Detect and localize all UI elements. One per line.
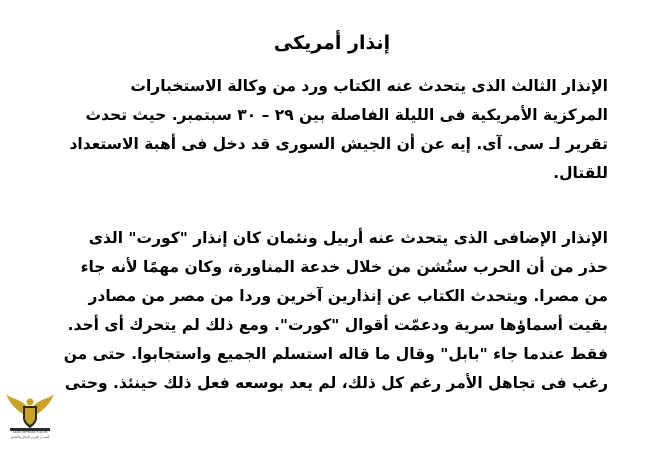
paragraph-line: للقتال.	[553, 164, 608, 182]
paragraph-line: من مصرا. ويتحدث الكتاب عن إنذارين آخرين وردا من مصر من مصادر	[88, 287, 608, 305]
paragraph-line: الإنذار الثالث الذى يتحدث عنه الكتاب ورد من وكالة الاستخبارات	[130, 77, 608, 95]
paragraph-line: حذر من أن الحرب ستُشن من خلال خدعة المناورة، وكان مهمًا لأنه جاء	[80, 258, 608, 276]
paragraph-1	[56, 72, 608, 188]
paragraph-line: بقيت أسماؤها سرية ودعمّت أقوال "كورت". ومع ذلك لم يتحرك أى أحد.	[67, 316, 608, 334]
paragraph-line: المركزية الأمريكية فى الليلة الفاصلة بين ٢٩ – ٣٠ سبتمبر. حيث تحدث	[85, 106, 608, 124]
paragraph-line: رغب فى تجاهل الأمر رغم كل ذلك، لم يعد بوسعه فعل ذلك حينئذ. وحتى	[64, 374, 608, 392]
forum-logo	[4, 380, 56, 450]
paragraph-line: فقط عندما جاء "بابل" وقال ما قاله استسلم الجميع واستجابوا. حتى من	[63, 345, 608, 363]
eagle-emblem-icon	[4, 380, 56, 450]
paragraph-2	[56, 224, 608, 398]
logo-text-english: ARAB DEFENSE FORUM	[12, 430, 48, 434]
page-title: إنذار أمريكى	[273, 31, 391, 54]
paragraph-line: الإنذار الإضافى الذى يتحدث عنه أربيل ونئمان كان إنذار "كورت" الذى	[88, 229, 608, 247]
paragraph-line: تقرير لـ سى. آى. إيه عن أن الجيش السورى قد دخل فى أهبة الاستعداد	[69, 135, 608, 153]
logo-text-arabic: المنتدى العربي للدفاع والتسليح	[10, 435, 50, 439]
